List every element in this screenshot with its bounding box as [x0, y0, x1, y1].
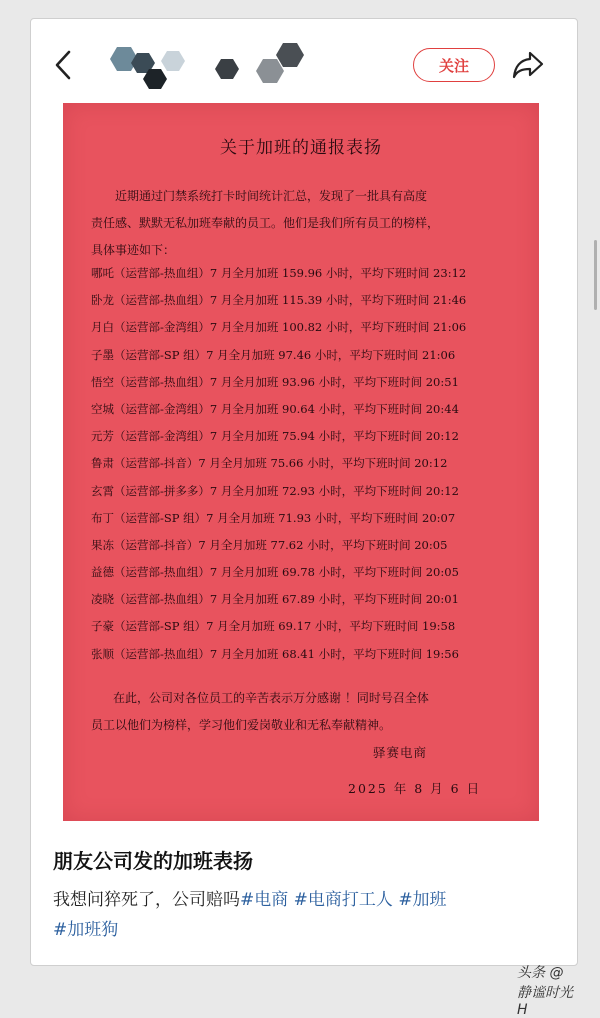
share-arrow-icon[interactable]: [511, 49, 545, 81]
post-body: [53, 885, 553, 945]
watermark: 头条 @静谧时光H: [517, 965, 573, 1018]
hashtag-link[interactable]: #电商: [240, 890, 289, 910]
notice-closing-line: 员工以他们为榜样，学习他们爱岗敬业和无私奉献精神。: [91, 718, 392, 732]
post-card: [30, 18, 578, 1018]
notice-intro: [91, 183, 521, 264]
hashtag-link[interactable]: #电商打工人: [293, 890, 393, 910]
notice-closing: [91, 685, 521, 739]
overtime-list: [91, 260, 531, 668]
notice-intro-line: 责任感、默默无私加班奉献的员工。他们是我们所有员工的榜样，: [91, 216, 440, 230]
notice-date: 2025 年 8 月 6 日: [348, 781, 482, 796]
overtime-row: 子墨（运营部-SP 组）7 月全月加班 97.46 小时，平均下班时间 21:06: [91, 347, 456, 362]
post-title: 朋友公司发的加班表扬: [53, 849, 253, 873]
overtime-row: 子豪（运营部-SP 组）7 月全月加班 69.17 小时，平均下班时间 19:58: [91, 619, 456, 634]
overtime-row: 空城（运营部-金湾组）7 月全月加班 90.64 小时，平均下班时间 20:44: [91, 401, 459, 416]
overtime-row: 哪吒（运营部-热血组）7 月全月加班 159.96 小时，平均下班时间 23:12: [91, 266, 467, 280]
notice-intro-line: 近期通过门禁系统打卡时间统计汇总，发现了一批具有高度: [115, 189, 428, 203]
notice-closing-line: 在此，公司对各位员工的辛苦表示万分感谢 ！同时号召全体: [113, 691, 429, 705]
follow-button[interactable]: 关注: [413, 48, 495, 82]
commendation-notice-photo: [63, 103, 539, 821]
overtime-row: 益德（运营部-热血组）7 月全月加班 69.78 小时，平均下班时间 20:05: [91, 565, 459, 580]
overtime-row: 月白（运营部-金湾组）7 月全月加班 100.82 小时，平均下班时间 21:06: [91, 320, 467, 335]
notice-company: 驿赛电商: [373, 745, 428, 760]
overtime-row: 张顺（运营部-热血组）7 月全月加班 68.41 小时，平均下班时间 19:56: [91, 646, 459, 661]
overtime-row: 卧龙（运营部-热血组）7 月全月加班 115.39 小时，平均下班时间 21:46: [91, 293, 467, 308]
hashtag-link[interactable]: #加班狗: [53, 920, 119, 940]
avatar-mosaic: [87, 43, 317, 87]
top-bar: [31, 19, 577, 99]
notice-title: 关于加班的通报表扬: [220, 138, 382, 158]
overtime-row: 悟空（运营部-热血组）7 月全月加班 93.96 小时，平均下班时间 20:51: [91, 374, 459, 389]
overtime-row: 玄霄（运营部-拼多多）7 月全月加班 72.93 小时，平均下班时间 20:12: [91, 483, 459, 498]
post-text: 我想问猝死了，公司赔吗: [53, 890, 240, 910]
overtime-row: 元芳（运营部-金湾组）7 月全月加班 75.94 小时，平均下班时间 20:12: [91, 429, 459, 444]
overtime-row: 鲁肃（运营部-抖音）7 月全月加班 75.66 小时，平均下班时间 20:12: [91, 456, 448, 471]
hashtag-link[interactable]: #加班: [398, 890, 447, 910]
chevron-left-icon[interactable]: [51, 47, 77, 83]
overtime-row: 布丁（运营部-SP 组）7 月全月加班 71.93 小时，平均下班时间 20:07: [91, 510, 456, 525]
notice-intro-line: 具体事迹如下：: [91, 243, 176, 257]
overtime-row: 凌晓（运营部-热血组）7 月全月加班 67.89 小时，平均下班时间 20:01: [91, 592, 459, 607]
scrollbar[interactable]: [594, 240, 597, 310]
overtime-row: 果冻（运营部-抖音）7 月全月加班 77.62 小时，平均下班时间 20:05: [91, 537, 448, 552]
